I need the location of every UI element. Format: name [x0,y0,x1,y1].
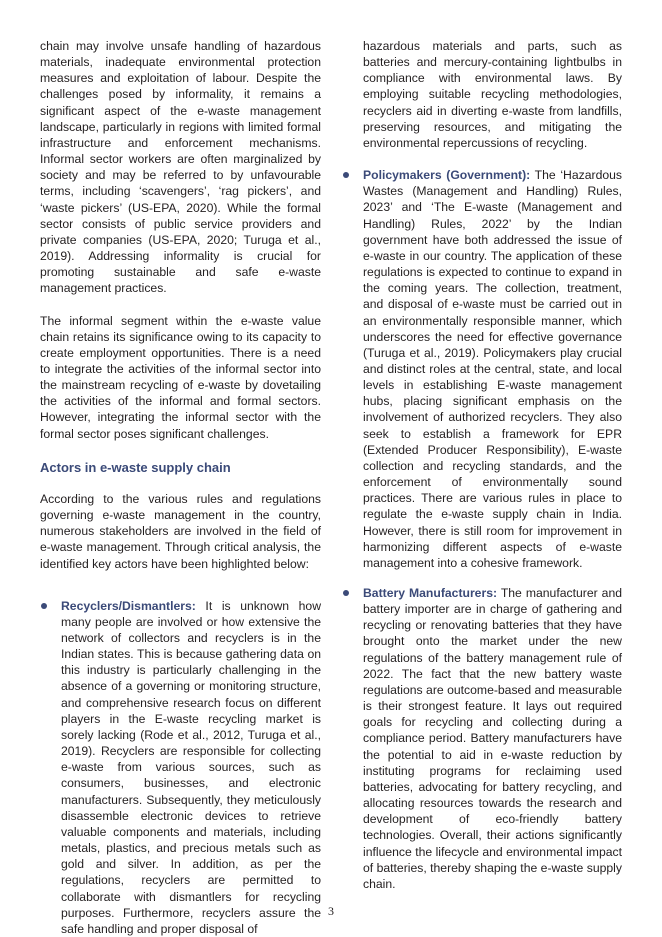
section-heading: Actors in e-waste supply chain [40,459,231,475]
bullet-term: Recyclers/Dismantlers: [61,598,196,613]
bullet-icon [343,590,349,596]
list-item-policymakers [342,167,622,571]
list-item-battery-manufacturers [342,585,622,892]
bullet-term: Policymakers (Government): [363,168,531,183]
right-column [342,38,622,892]
bullet-text: The ‘Hazardous Wastes (Management and Handling) Rules, 2023’ and ‘The E-waste (Management and Handling) Rules, 2022’ by the Indian government have both addressed the issue of e-waste in our country. The application of these regulations is expected to continue to expand in the coming years. The collection, treatment, and disposal of e-waste must be carried out in an environmentally responsible manner, which underscores the need for effective governance (Turuga et al., 2019). Policymakers play crucial and distinct roles at the central, state, and local levels in establishing E-waste management hubs, placing significant emphasis on the involvement of authorized recyclers. They also seek to establish a framework for EPR (Extended Producer Responsibility), E-waste collection and recycling standards, and the enforcement of environmentally sound practices. There are various rules in place to regulate the e-waste supply chain in India. However, there is still room for improvement in harmonizing different aspects of e-waste management into a cohesive framework. [363,168,622,570]
bullet-icon [41,603,47,609]
paragraph-informality: chain may involve unsafe handling of hazardous materials, inadequate environmental protection measures and exploitation of labour. Despite the challenges posed by informality, it remains a significant aspect of the e-waste management landscape, particularly in regions with limited formal infrastructure and enforcement mechanisms. Informal sector workers are often marginalized by society and may be referred to by unfavourable terms, including ‘scavengers’, ‘rag pickers’, and ‘waste pickers’ (US-EPA, 2020). While the formal sector consists of public service providers and private companies (US-EPA, 2020; Turuga et al., 2019). Addressing informality is crucial for promoting sustainable and safe e-waste management practices. [40,39,321,296]
page-number: 3 [328,904,334,918]
bullet-text: It is unknown how many people are involved or how extensive the network of collectors and recyclers is in the Indian states. This is because gathering data on this industry is particularly challenging in the absence of a governing or monitoring structure, and comprehensive research focus on different players in the E-waste recycling market is sorely lacking (Rode et al., 2012, Turuga et al., 2019). Recyclers are responsible for collecting e-waste from various sources, such as consumers, businesses, and electronic manufacturers. Subsequently, they meticulously disassemble electronic devices to retrieve valuable components and materials, including metals, plastics, and precious metals such as gold and silver. In addition, as per the regulations, recyclers are permitted to collaborate with dismantlers for recycling purposes. Furthermore, recyclers assure the safe handling and proper disposal of [61,598,321,936]
bullet-icon [343,172,349,178]
paragraph-informal-segment: The informal segment within the e-waste value chain retains its significance owing to its capacity to create employment opportunities. There is a need to integrate the activities of the informal sector into the mainstream recycling of e-waste by dovetailing the activities of the informal and formal sectors. However, integrating the informal sector with the formal sector poses significant challenges. [40,313,321,441]
bullet-text: The manufacturer and battery importer are in charge of gathering and recycling or renovating batteries that they have brought onto the market under the new regulations of the battery management rule of 2022. The fact that the new battery waste regulations are outcome-based and measurable is their strongest feature. It lays out required goals for recycling and collecting during a compliance period. Battery manufacturers have the potential to aid in e-waste reduction by instituting programs for reclaiming used batteries, advocating for battery recycling, and allocating resources towards the research and development of eco-friendly battery technologies. Overall, their actions significantly influence the lifecycle and environmental impact of batteries, thereby shaping the e-waste supply chain. [363,586,622,891]
paragraph-actors-intro: According to the various rules and regulations governing e-waste management in the country, numerous stakeholders are involved in the field of e-waste management. Through critical analysis, the identified key actors have been highlighted below: [40,491,321,571]
paragraph-recyclers-continued: hazardous materials and parts, such as batteries and mercury-containing lightbulbs in compliance with environmental laws. By employing suitable recycling methodologies, recyclers aid in diverting e-waste from landfills, preserving resources, and mitigating the environmental repercussions of recycling. [363,39,622,150]
list-item-recyclers [40,598,321,937]
left-column [40,38,321,937]
bullet-term: Battery Manufacturers: [363,586,498,600]
